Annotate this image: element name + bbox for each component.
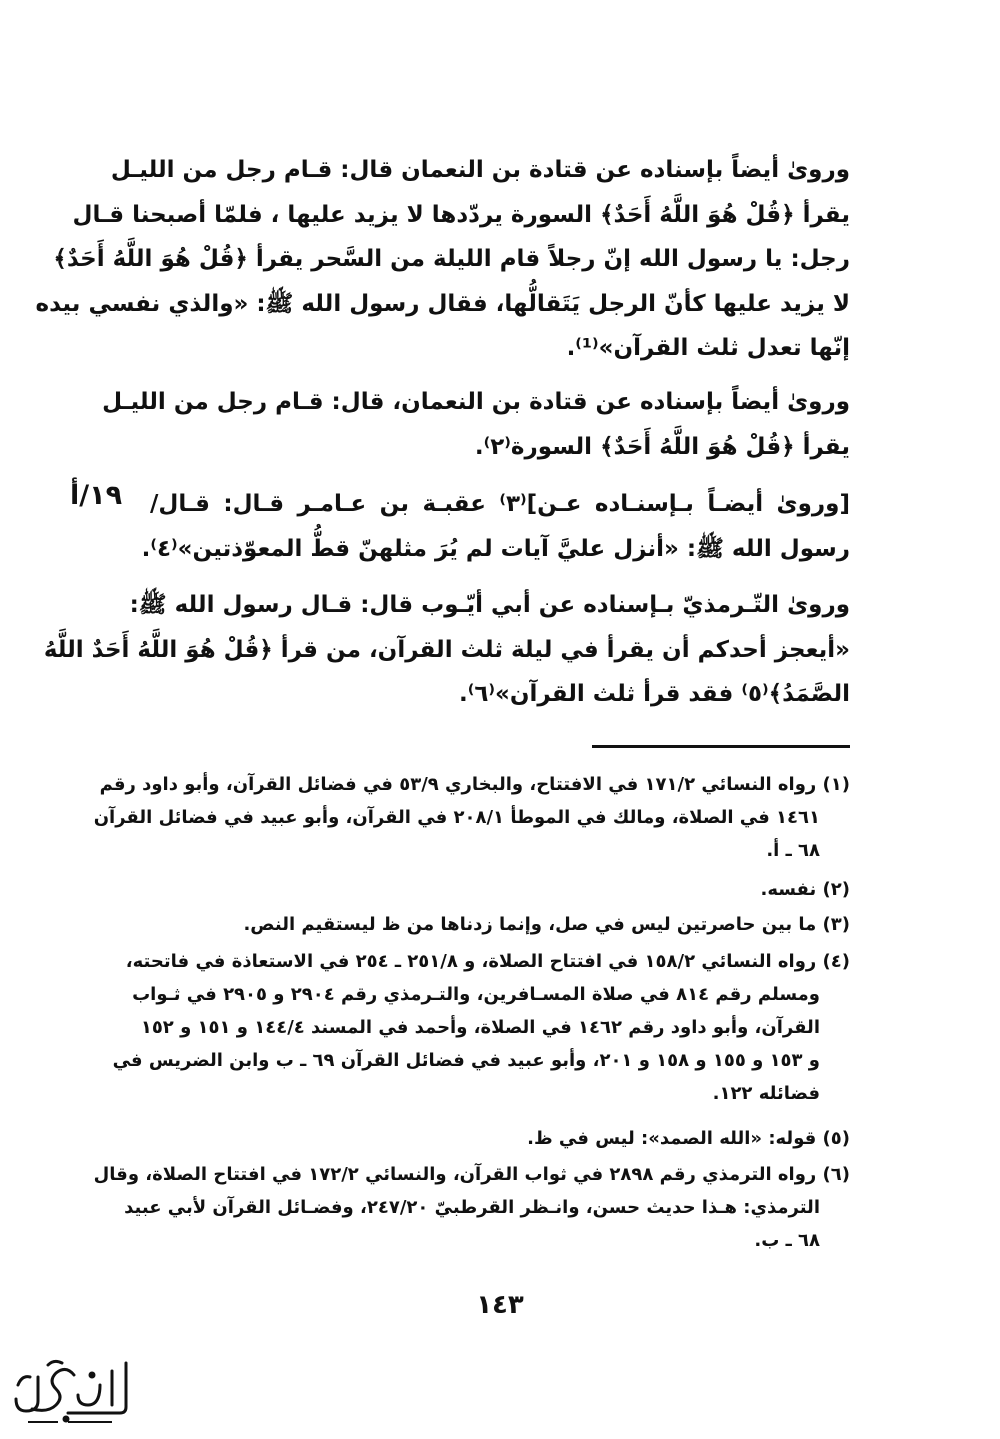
paragraph-line: ورویٰ أيضاً بإسناده عن قتادة بن النعمان قال: قـام رجل من الليـل [110,157,850,183]
main-paragraph-1 [35,148,850,371]
footnote-line: (٥) قوله: «الله الصمد»: ليس في ظ. [527,1128,850,1149]
footnote-line: (٦) رواه الترمذي رقم ٢٨٩٨ في ثواب القرآن، والنسائي ١٧٢/٢ في افتتاح الصلاة، وقال [93,1164,850,1185]
paragraph-line: يقرأ ﴿قُلْ هُوَ اللَّهُ أَحَدٌ﴾ السورة يردّدها لا يزيد عليها ، فلمّا أصبحنا قـال [72,201,850,228]
footnote-line: الترمذي: هـذا حديث حسن، وانـظر القرطبيّ ٢٤٧/٢٠، وفضـائل القرآن لأبي عبيد [124,1197,820,1218]
paragraph-line: «أيعجز أحدكم أن يقرأ في ليلة ثلث القرآن، من قرأ ﴿قُلْ هُوَ اللَّهُ أَحَدٌ اللَّهُ [43,636,850,663]
footnote-5 [150,1122,850,1155]
main-paragraph-2 [102,380,850,469]
main-paragraph-3 [141,482,850,571]
footnote-4 [112,945,850,1110]
footnote-line: (٣) ما بين حاصرتين ليس في صل، وإنما زدناها من ظ ليستقيم النص. [243,914,850,935]
footnote-line: فضائله ١٢٢. [712,1083,820,1104]
footnote-line: (٤) رواه النسائي ١٥٨/٢ في افتتاح الصلاة، و ٢٥١/٨ ـ ٢٥٤ في الاستعاذة في فاتحته، [125,951,850,972]
footnote-1 [93,768,850,867]
footnote-line: (٢) نفسه. [760,879,850,900]
paragraph-line: لا يزيد عليها كأنّ الرجل يَتَقالُّها، فقال رسول الله ﷺ: «والذي نفسي بيده [35,290,850,317]
paragraph-line: الصَّمَدُ﴾⁽٥⁾ فقد قرأ ثلث القرآن»⁽٦⁾. [458,681,850,707]
page-number: ١٤٣ [476,1290,524,1320]
paragraph-line: إنّها تعدل ثلث القرآن»⁽¹⁾. [566,335,850,361]
footnote-2 [150,873,850,906]
footnote-line: ١٤٦١ في الصلاة، ومالك في الموطأ ٢٠٨/١ في القرآن، وأبو عبيد في فضائل القرآن [93,807,820,828]
footnote-6 [93,1158,850,1257]
footnote-separator [592,745,850,748]
footnote-line: (١) رواه النسائي ١٧١/٢ في الافتتاح، والبخاري ٥٣/٩ في فضائل القرآن، وأبو داود رقم [99,774,850,795]
publisher-calligraphy-logo-icon [8,1355,136,1430]
main-paragraph-4 [43,583,850,717]
footnote-line: و ١٥٣ و ١٥٥ و ١٥٨ و ٢٠١، وأبو عبيد في فضائل القرآن ٦٩ ـ ب وابن الضريس في [112,1050,820,1071]
footnote-line: ومسلم رقم ٨١٤ في صلاة المسـافرين، والتـرمذي رقم ٢٩٠٤ و ٢٩٠٥ في ثـواب [132,984,820,1005]
footnote-line: القرآن، وأبو داود رقم ١٤٦٢ في الصلاة، وأحمد في المسند ١٤٤/٤ و ١٥١ و ١٥٢ [140,1017,820,1038]
paragraph-line: يقرأ ﴿قُلْ هُوَ اللَّهُ أَحَدٌ﴾ السورة⁽٢⁾. [474,433,850,460]
paragraph-line: رسول الله ﷺ: «أنزل عليَّ آيات لم يُرَ مثلهنّ قطُّ المعوّذتين»⁽٤⁾. [141,535,850,562]
footnote-3 [150,908,850,941]
paragraph-line: رجل: يا رسول الله إنّ رجلاً قام الليلة من السَّحر يقرأ ﴿قُلْ هُوَ اللَّهُ أَحَدٌ﴾ [53,246,850,272]
paragraph-line: [ورویٰ أيضـاً بـإسنـاده عـن]⁽٣⁾ عقبـة بن عـامـر قـال: قـال/ [150,491,850,517]
paragraph-line: ورویٰ أيضاً بإسناده عن قتادة بن النعمان، قال: قـام رجل من الليـل [102,389,850,415]
paragraph-line: ورویٰ التّـرمذيّ بـإسناده عن أبي أيّـوب قال: قـال رسول الله ﷺ: [129,592,850,618]
manuscript-folio-marker: ١٩/أ [70,480,123,511]
footnote-line: ٦٨ ـ أ. [766,840,820,861]
footnote-line: ٦٨ ـ ب. [754,1230,820,1251]
